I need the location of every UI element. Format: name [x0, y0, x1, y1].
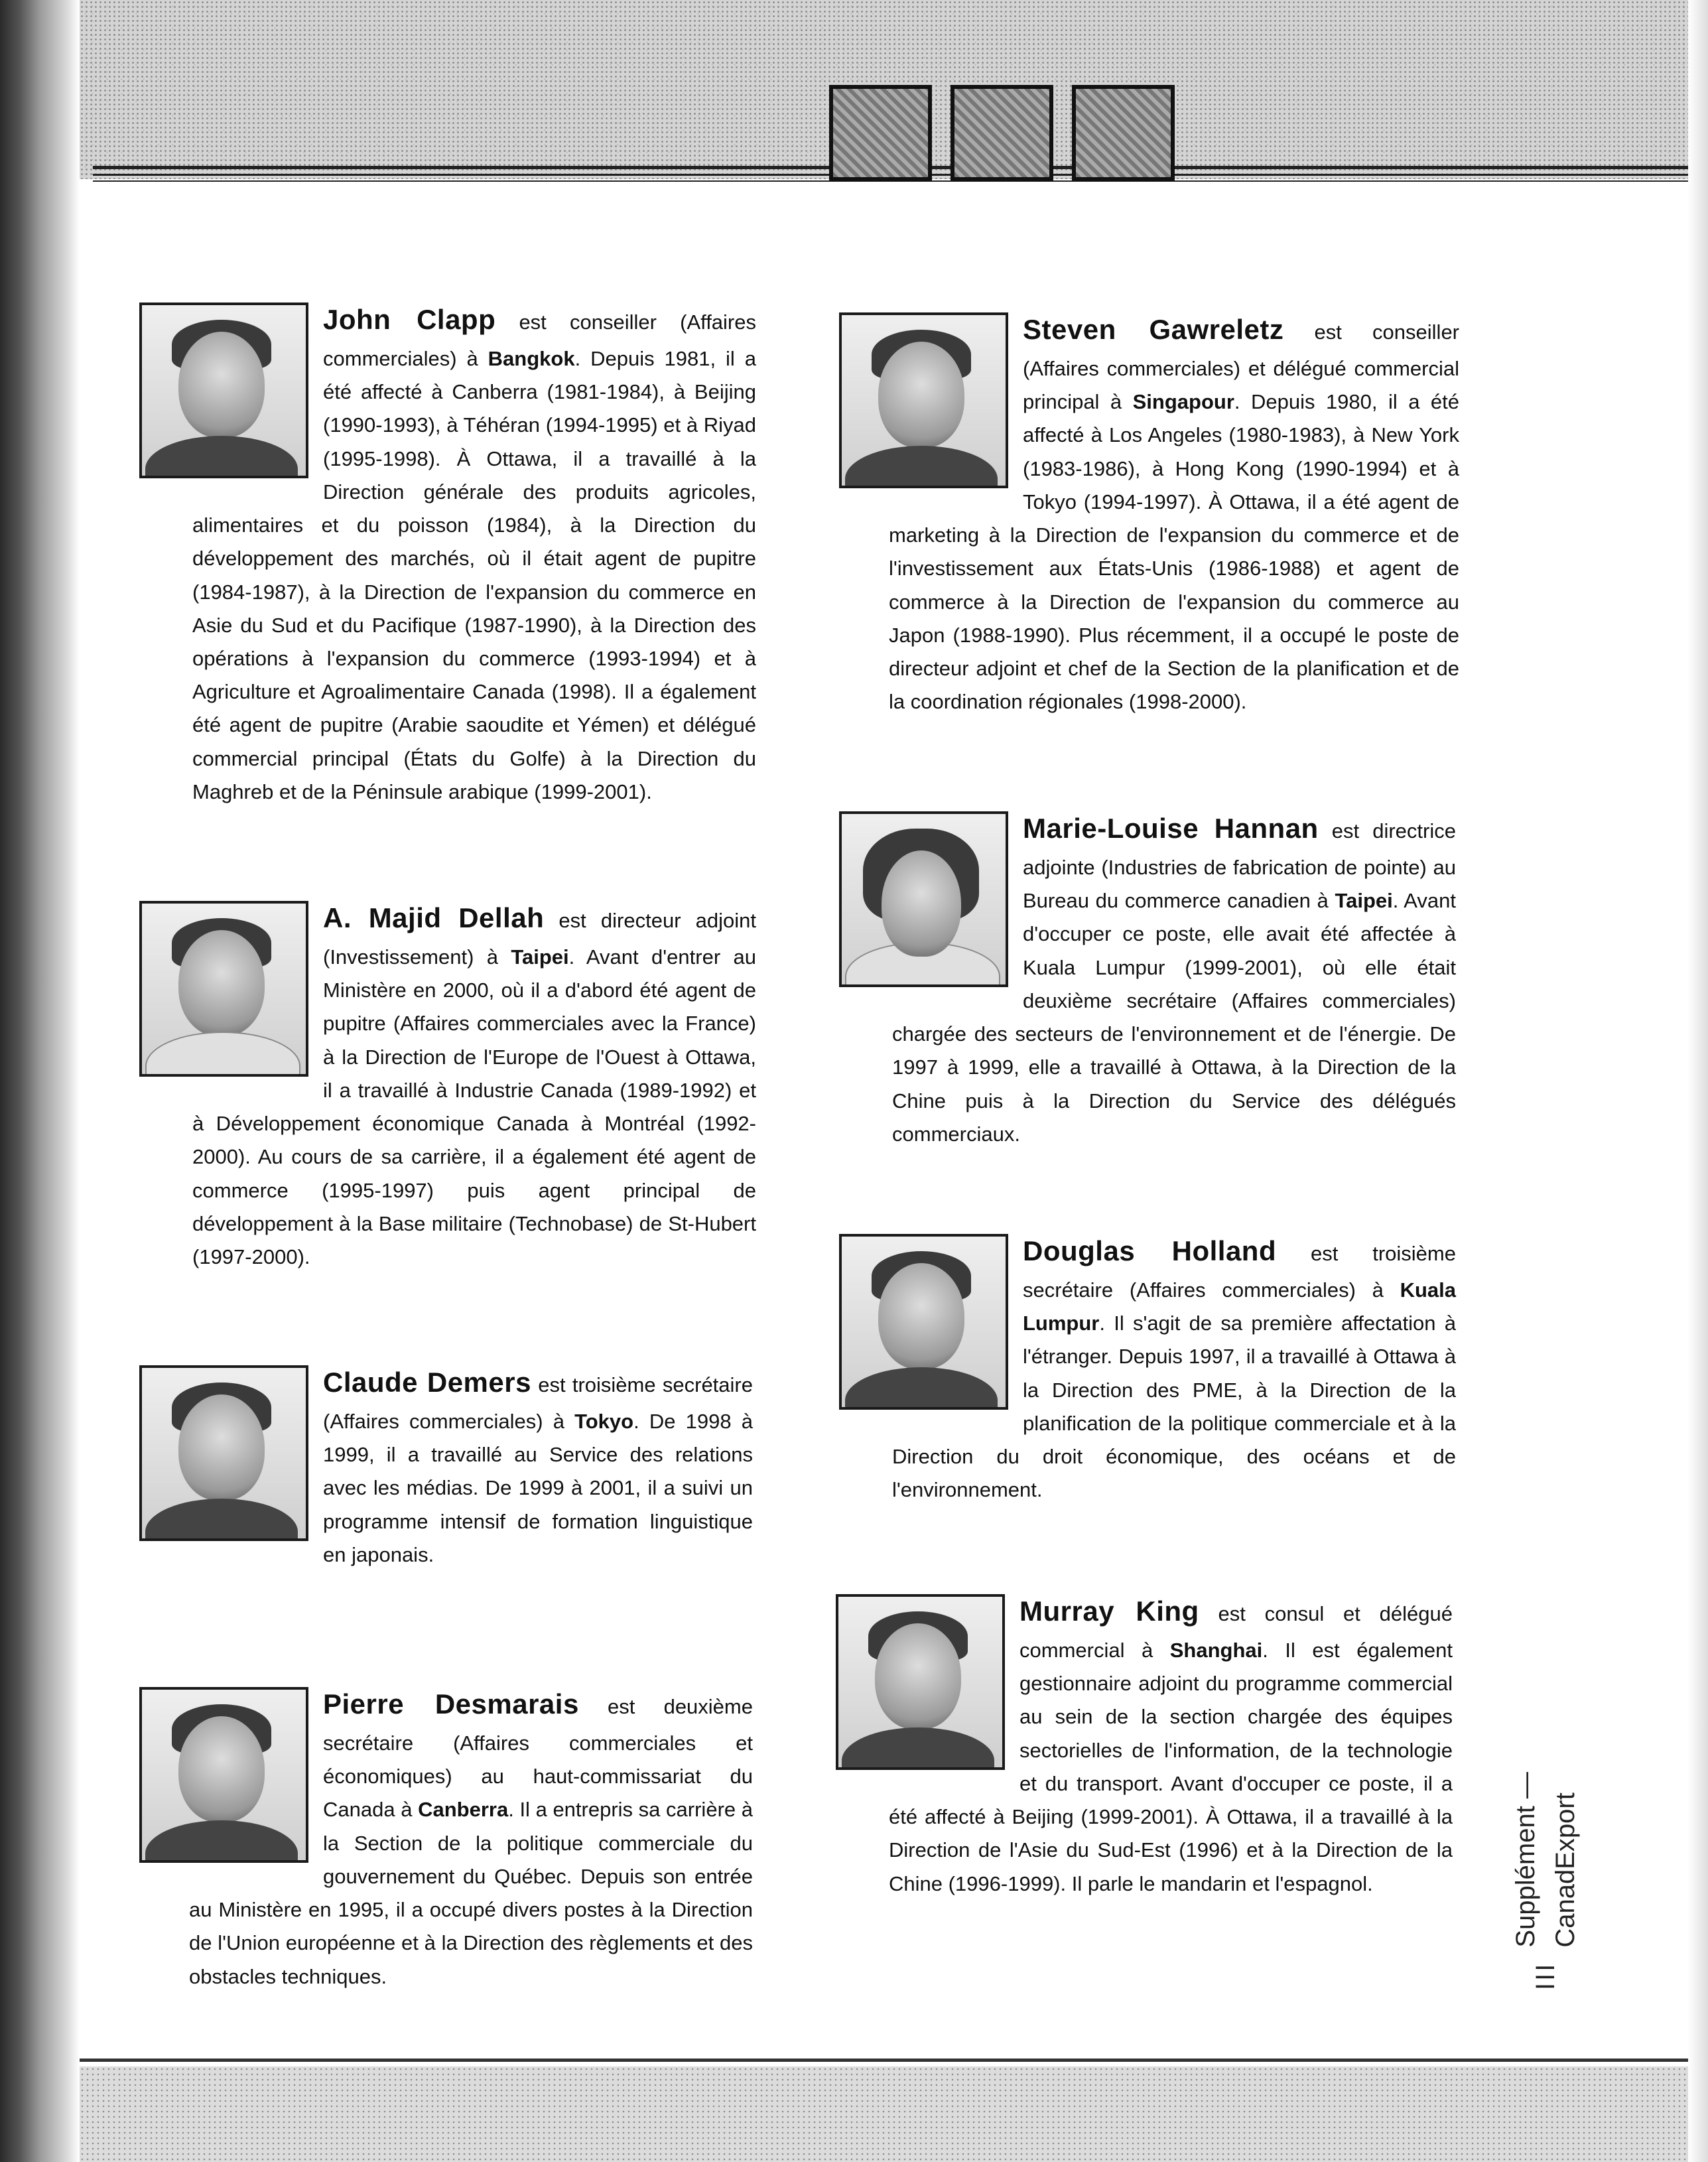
bio-john-clapp: John Clapp est conseiller (Affaires commerciales) à Bangkok. Depuis 1981, il a été affecté à Canberra (1981-1984), à Beijing (1990-1993), à Téhéran (1994-1995) et à Riyad (1995-1998). À Ottawa, il a travaillé à la Direction générale des produits agricoles, alimentaires et du poisson (1984), à la Direction du développement des marchés, où il était agent de pupitre (1984-1987), à la Direction de l'expansion du commerce en Asie du Sud et du Pacifique (1987-1990), à la Direction des opérations à l'expansion du commerce (1993-1994) et à Agriculture et Agroalimentaire Canada (1998). Il a également été agent de pupitre (Arabie saoudite et Yémen) et délégué commercial principal (États du Golfe) à la Direction du Maghreb et de la Péninsule arabique (1999-2001).: [192, 297, 756, 809]
portrait-photo: [839, 312, 1008, 488]
person-name: Pierre Desmarais: [323, 1688, 579, 1720]
page-footer-vertical: [1511, 1632, 1580, 1990]
header-image: [1072, 85, 1175, 181]
header-image: [829, 85, 932, 181]
person-name: John Clapp: [323, 304, 496, 335]
portrait-photo: [139, 303, 308, 478]
page-number: III: [1531, 1962, 1560, 1990]
footer-texture-band: [80, 2066, 1708, 2162]
bio-marie-louise-hannan: Marie-Louise Hannan est directrice adjointe (Industries de fabrication de pointe) au Bureau du commerce canadien à Taipei. Avant d'occuper ce poste, elle avait été affectée à Kuala Lumpur (1999-2001), où elle était deuxième secrétaire (Affaires commerciales) chargée des secteurs de l'environnement et de l'énergie. De 1997 à 1999, elle a travaillé à Ottawa, à la Direction de la Chine puis à la Direction du Service des délégués commerciaux.: [892, 806, 1456, 1151]
bio-murray-king: Murray King est consul et délégué commercial à Shanghai. Il est également gestionnaire adjoint du programme commercial au sein de la section chargée des équipes sectorielles de l'information, de la technologie et du transport. Avant d'occuper ce poste, il a été affecté à Beijing (1999-2001). À Ottawa, il a travaillé à la Direction de l'Asie du Sud-Est (1996) et à la Direction de la Chine (1996-1999). Il parle le mandarin et l'espagnol.: [889, 1589, 1453, 1901]
portrait-photo: [139, 1365, 308, 1541]
posting-city: Taipei: [511, 945, 569, 969]
posting-city: Bangkok: [488, 347, 575, 371]
posting-city: Canberra: [418, 1798, 509, 1822]
person-name: Murray King: [1019, 1595, 1199, 1627]
header-image-strip: [829, 85, 1175, 181]
person-name: Marie-Louise Hannan: [1023, 813, 1319, 844]
posting-city: Singapour: [1132, 390, 1234, 414]
header-image: [951, 85, 1053, 181]
posting-city: Shanghai: [1169, 1639, 1263, 1662]
portrait-photo: [836, 1594, 1005, 1770]
bio-majid-dellah: A. Majid Dellah est directeur adjoint (Investissement) à Taipei. Avant d'entrer au Ministère en 2000, où il a d'abord été agent de pupitre (Affaires commerciales avec la France) à la Direction de l'Europe de l'Ouest à Ottawa, il a travaillé à Industrie Canada (1989-1992) et à Développement économique Canada à Montréal (1992-2000). Au cours de sa carrière, il a également été agent de commerce (1995-1997) puis agent principal de développement à la Base militaire (Technobase) de St-Hubert (1997-2000).: [192, 896, 756, 1274]
portrait-photo: [139, 1687, 308, 1863]
portrait-photo: [839, 811, 1008, 987]
person-name: Douglas Holland: [1023, 1235, 1277, 1266]
posting-city: Taipei: [1335, 889, 1393, 913]
scan-edge: [1688, 0, 1708, 2162]
publication-name: Supplément — CanadExport: [1511, 1772, 1580, 1948]
portrait-photo: [139, 901, 308, 1077]
bio-pierre-desmarais: Pierre Desmarais est deuxième secrétaire (Affaires commerciales et économiques) au haut-commissariat du Canada à Canberra. Il a entrepris sa carrière à la Section de la politique commerciale du gouvernement du Québec. Depuis son entrée au Ministère en 1995, il a occupé divers postes à la Direction de l'Union européenne et à la Direction des règlements et des obstacles techniques.: [189, 1682, 753, 1993]
posting-city: Tokyo: [574, 1410, 634, 1434]
bio-claude-demers: Claude Demers est troisième secrétaire (Affaires commerciales) à Tokyo. De 1998 à 1999, il a travaillé au Service des relations avec les médias. De 1999 à 2001, il a suivi un programme intensif de formation linguistique en japonais.: [189, 1360, 753, 1572]
posting-city: Kuala Lumpur: [1023, 1278, 1456, 1335]
person-name: Claude Demers: [323, 1367, 531, 1398]
portrait-photo: [839, 1234, 1008, 1410]
footer-rule: [80, 2059, 1708, 2062]
bio-steven-gawreletz: Steven Gawreletz est conseiller (Affaires commerciales) et délégué commercial principal à Singapour. Depuis 1980, il a été affecté à Los Angeles (1980-1983), à New York (1983-1986), à Hong Kong (1990-1994) et à Tokyo (1994-1997). À Ottawa, il a été agent de marketing à la Direction de l'expansion du commerce et de l'investissement aux États-Unis (1986-1988) et agent de commerce à la Direction de l'expansion du commerce au Japon (1988-1990). Plus récemment, il a occupé le poste de directeur adjoint et chef de la Section de la planification et de la coordination régionales (1998-2000).: [889, 307, 1459, 718]
person-name: A. Majid Dellah: [323, 902, 545, 933]
person-name: Steven Gawreletz: [1023, 314, 1284, 345]
scan-binding-shadow: [0, 0, 80, 2162]
bio-douglas-holland: Douglas Holland est troisième secrétaire (Affaires commerciales) à Kuala Lumpur. Il s'agit de sa première affectation à l'étranger. Depuis 1997, il a travaillé à Ottawa à la Direction des PME, à la Direction de la planification de la politique commerciale et à la Direction du droit économique, des océans et de l'environnement.: [892, 1229, 1456, 1507]
